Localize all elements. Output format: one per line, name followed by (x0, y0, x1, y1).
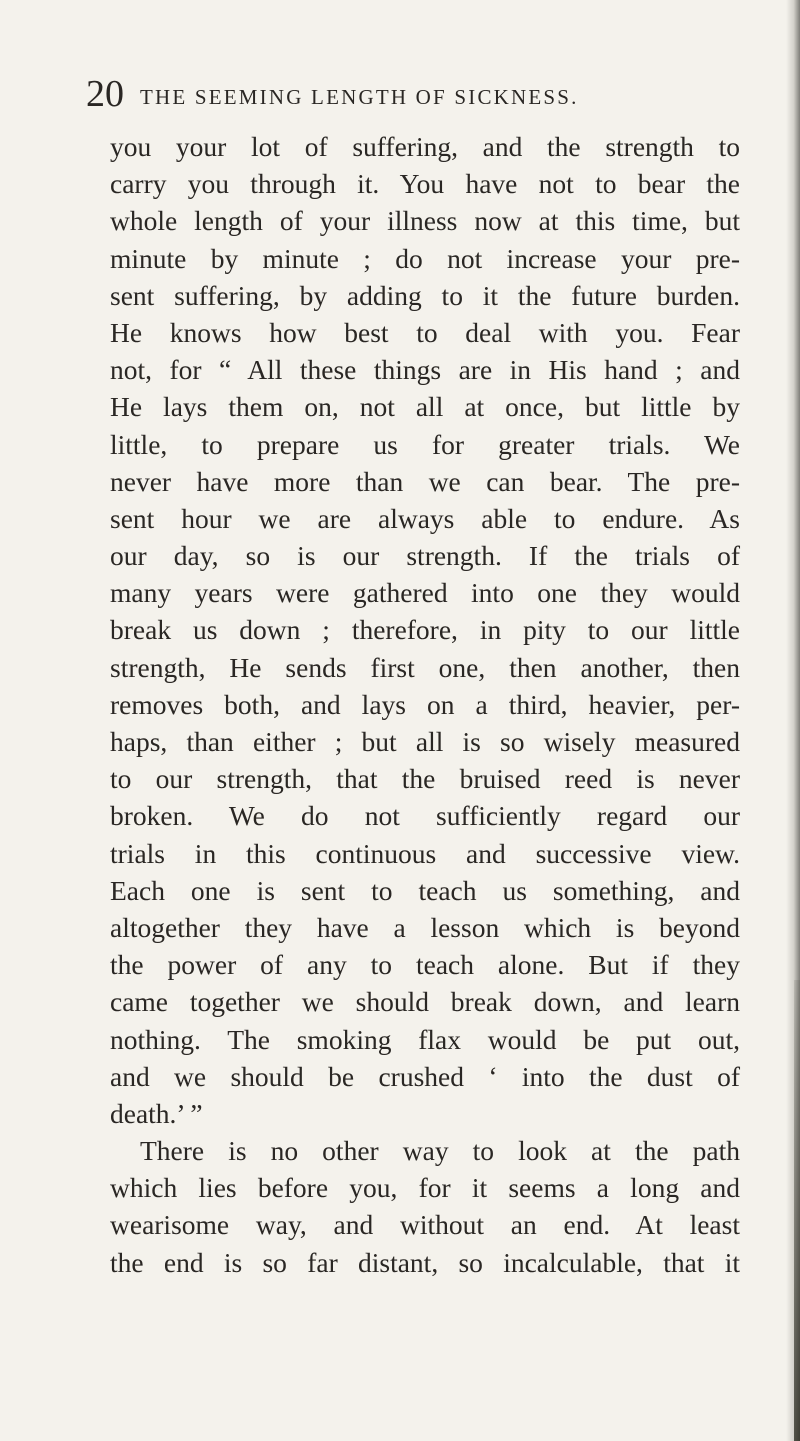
running-title: THE SEEMING LENGTH OF SICKNESS. (140, 85, 579, 109)
text-line: never have more than we can bear. The pre- (110, 465, 740, 497)
text-line: He lays them on, not all at once, but little by (110, 391, 740, 423)
text-line: minute by minute ; do not increase your pre- (110, 242, 740, 274)
text-line: carry you through it. You have not to bear the (110, 168, 740, 200)
text-line: the power of any to teach alone. But if they (110, 949, 740, 981)
body-text (110, 128, 740, 1281)
text-line: our day, so is our strength. If the trials of (110, 540, 740, 572)
text-line: little, to prepare us for greater trials. We (110, 428, 740, 460)
page-number: 20 (86, 73, 124, 115)
text-line: came together we should break down, and learn (110, 986, 740, 1018)
text-line: the end is so far distant, so incalculable, that it (110, 1246, 740, 1278)
text-line: There is no other way to look at the path (140, 1135, 740, 1167)
text-line: death.’ ” (110, 1097, 203, 1129)
text-line: strength, He sends first one, then another, then (110, 651, 740, 683)
text-line: sent suffering, by adding to it the future burden. (110, 279, 740, 311)
text-line: whole length of your illness now at this time, but (110, 205, 740, 237)
text-line: sent hour we are always able to endure. As (110, 502, 740, 534)
text-line: Each one is sent to teach us something, and (110, 874, 740, 906)
text-line: you your lot of suffering, and the strength to (110, 131, 740, 162)
text-line: haps, than either ; but all is so wisely measured (110, 726, 740, 757)
text-line: removes both, and lays on a third, heavier, per- (110, 688, 740, 720)
text-line: and we should be crushed ‘ into the dust of (110, 1060, 740, 1092)
text-line: break us down ; therefore, in pity to our little (110, 614, 740, 646)
page-edge-strip (794, 980, 800, 1441)
text-line: many years were gathered into one they would (110, 577, 740, 609)
running-head (86, 72, 706, 116)
text-line: trials in this continuous and successive view. (110, 837, 740, 869)
text-line: altogether they have a lesson which is beyond (110, 911, 740, 943)
text-line: not, for “ All these things are in His hand ; and (110, 354, 740, 386)
text-line: He knows how best to deal with you. Fear (110, 316, 740, 348)
text-line: nothing. The smoking flax would be put out, (110, 1023, 740, 1055)
text-line: which lies before you, for it seems a long and (110, 1172, 740, 1204)
text-line: wearisome way, and without an end. At least (110, 1209, 740, 1241)
text-line: to our strength, that the bruised reed is never (110, 763, 740, 795)
text-line: broken. We do not sufficiently regard our (110, 800, 740, 832)
